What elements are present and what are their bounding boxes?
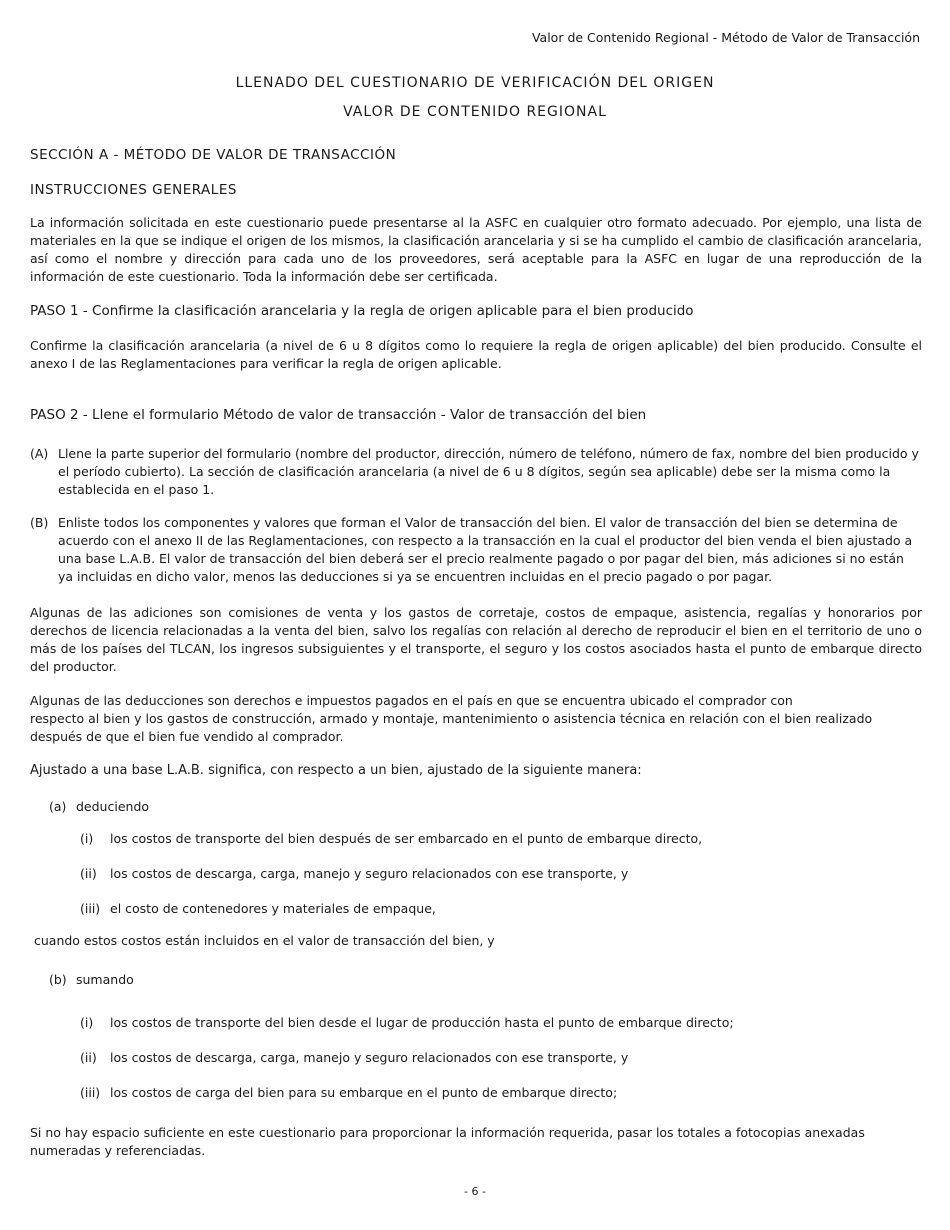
step2-item-a [30, 445, 920, 499]
deductions-line-1: Algunas de las deducciones son derechos e impuestos pagados en el país en que se encuentra ubicado el comprador con [30, 693, 793, 708]
item-label: (A) [30, 446, 49, 461]
space-note: Si no hay espacio suficiente en este cuestionario para proporcionar la información requerida, pasar los totales a fotocopias anexadas numeradas y referenciadas. [30, 1125, 865, 1158]
adding-item [80, 1015, 734, 1030]
item-label: (B) [30, 515, 49, 530]
adding-item [80, 1050, 628, 1065]
fob-intro: Ajustado a una base L.A.B. significa, con respecto a un bien, ajustado de la siguiente manera: [30, 763, 642, 778]
additions-text: Algunas de las adiciones son comisiones de venta y los gastos de corretaje, costos de empaque, asistencia, regalías y honorarios por derechos de licencia relacionadas a la venta del bien, salvo los regalías con relación al derecho de reproducir el bien en el territorio de uno o más de los países del TLCAN, los ingresos subsiguientes y el transporte, el seguro y los costos asociados hasta el punto de embarque directo del productor. [30, 605, 922, 674]
deducting-label: (a) [49, 799, 67, 814]
deducting-item [80, 866, 628, 881]
item-label: (i) [80, 1015, 94, 1030]
deducting-text: deduciendo [76, 799, 150, 814]
adding-heading [49, 972, 134, 987]
general-instructions-heading: INSTRUCCIONES GENERALES [30, 182, 237, 198]
adding-label: (b) [49, 972, 67, 987]
item-text: los costos de transporte del bien desde el lugar de producción hasta el punto de embarque directo; [110, 1015, 734, 1030]
document-title: LLENADO DEL CUESTIONARIO DE VERIFICACIÓN DEL ORIGEN [235, 75, 715, 91]
adding-text: sumando [76, 972, 134, 987]
item-label: (ii) [80, 1050, 97, 1065]
item-label: (i) [80, 831, 94, 846]
item-text: los costos de descarga, carga, manejo y seguro relacionados con ese transporte, y [110, 866, 629, 881]
running-header: Valor de Contenido Regional - Método de Valor de Transacción [531, 30, 920, 45]
section-a-heading: SECCIÓN A - MÉTODO DE VALOR DE TRANSACCIÓN [30, 147, 397, 163]
deducting-heading [49, 799, 149, 814]
document-subtitle: VALOR DE CONTENIDO REGIONAL [343, 104, 607, 120]
item-text: los costos de carga del bien para su embarque en el punto de embarque directo; [110, 1085, 618, 1100]
deducting-item [80, 901, 436, 916]
item-text: los costos de transporte del bien después de ser embarcado en el punto de embarque directo, [110, 831, 703, 846]
item-text: Enliste todos los componentes y valores que forman el Valor de transacción del bien. El valor de transacción del bien se determina de acuerdo con el anexo II de las Reglamentaciones, con respecto a la transacción en la cual el productor del bien venda el bien ajustado a una base L.A.B. El valor de transacción del bien deberá ser el precio realmente pagado o por pagar del bien, más adiciones si no están ya incluidas en dicho valor, menos las deducciones si ya se encuentren incluidas en el precio pagado o por pagar. [58, 515, 913, 584]
deducting-item [80, 831, 702, 846]
deducting-closing: cuando estos costos están incluidos en el valor de transacción del bien, y [34, 933, 495, 948]
item-text: el costo de contenedores y materiales de empaque, [110, 901, 436, 916]
adding-item [80, 1085, 617, 1100]
step2-heading: PASO 2 - Llene el formulario Método de valor de transacción - Valor de transacción del bien [30, 407, 647, 423]
item-label: (ii) [80, 866, 97, 881]
item-text: los costos de descarga, carga, manejo y seguro relacionados con ese transporte, y [110, 1050, 629, 1065]
item-text: Llene la parte superior del formulario (nombre del productor, dirección, número de teléfono, número de fax, nombre del bien producido y el período cubierto). La sección de clasificación arancelaria (a nivel de 6 u 8 dígitos, según sea aplicable) debe ser la misma como la establecida en el paso 1. [58, 446, 919, 497]
general-instructions-text: La información solicitada en este cuestionario puede presentarse al la ASFC en cualquier otro formato adecuado. Por ejemplo, una lista de materiales en la que se indique el origen de los mismos, la clasificación arancelaria y si se ha cumplido el cambio de clasificación arancelaria, así como el nombre y dirección para cada uno de los proveedores, será aceptable para la ASFC en lugar de una reproducción de la información de este cuestionario. Toda la información debe ser certificada. [30, 215, 922, 284]
deductions-text [30, 692, 922, 746]
deductions-line-2: respecto al bien y los gastos de construcción, armado y montaje, mantenimiento o asistencia técnica en relación con el bien realizado después de que el bien fue vendido al comprador. [30, 711, 873, 744]
item-label: (iii) [80, 1085, 101, 1100]
item-label: (iii) [80, 901, 101, 916]
step2-item-b [30, 514, 920, 586]
page-number: - 6 - [464, 1185, 486, 1198]
step1-heading: PASO 1 - Confirme la clasificación arancelaria y la regla de origen aplicable para el bien producido [30, 303, 694, 319]
step1-text: Confirme la clasificación arancelaria (a nivel de 6 u 8 dígitos como lo requiere la regla de origen aplicable) del bien producido. Consulte el anexo I de las Reglamentaciones para verificar la regla de origen aplicable. [30, 338, 922, 371]
